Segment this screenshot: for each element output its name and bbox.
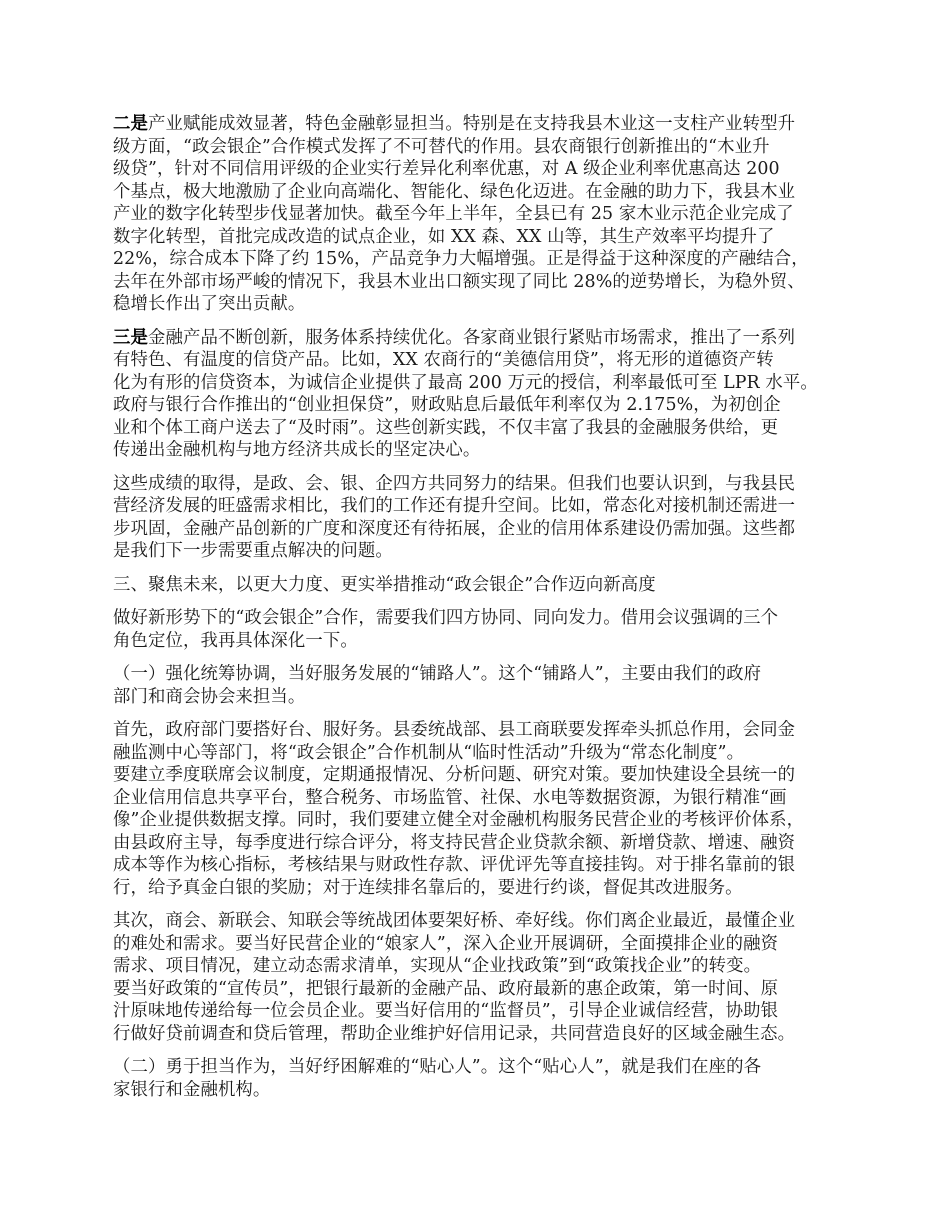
text-line: 要建立季度联席会议制度，定期通报情况、分析问题、研究对策。要加快建设全县统一的 <box>113 765 796 785</box>
text-line: 政府与银行合作推出的“创业担保贷”，财政贴息后最低年利率仅为 2.175%，为初创企 <box>113 395 781 415</box>
text-line <box>113 113 853 136</box>
text-line: 行，给予真金白银的奖励；对于连续排名靠后的，要进行约谈，督促其改进服务。 <box>113 877 743 898</box>
text-line: 有特色、有温度的信贷产品。比如，XX 农商行的“美德信用贷”，将无形的道德资产转 <box>113 350 774 370</box>
text-line: 首先，政府部门要搭好台、服好务。县委统战部、县工商联要发挥牵头抓总作用，会同金 <box>113 720 796 740</box>
text-line: 步巩固，金融产品创新的广度和深度还有待拓展，企业的信用体系建设仍需加强。这些都 <box>113 518 796 539</box>
text-line: 这些成绩的取得，是政、会、银、企四方共同努力的结果。但我们也要认识到，与我县民 <box>113 473 796 494</box>
text-line: 融监测中心等部门，将“政会银企”合作机制从“临时性活动”升级为“常态化制度”。 <box>113 742 745 763</box>
text-line: 由县政府主导，每季度进行综合评分，将支持民营企业贷款余额、新增贷款、增速、融资 <box>113 832 796 853</box>
paragraph-chamber-role <box>113 910 853 1045</box>
paragraph-achievements-summary <box>113 473 853 563</box>
line-text: 产业赋能成效显著，特色金融彰显担当。特别是在支持我县木业这一支柱产业转型升 <box>147 114 796 134</box>
text-line: 业和个体工商户送去了“及时雨”。这些创新实践，不仅丰富了我县的金融服务供给，更 <box>113 417 779 438</box>
text-line: 成本等作为核心指标，考核结果与财政性存款、评优评先等直接挂钩。对于排名靠前的银 <box>113 855 796 875</box>
text-line: 行做好贷前调查和贷后管理，帮助企业维护好信用记录，共同营造良好的区域金融生态。 <box>113 1023 796 1044</box>
document-page <box>113 113 853 1112</box>
section-heading-three <box>113 574 853 597</box>
subsection-one <box>113 663 853 708</box>
paragraph-industry-empowerment <box>113 113 853 316</box>
text-line: 级方面，“政会银企”合作模式发挥了不可替代的作用。县农商银行创新推出的“木业升 <box>113 136 770 157</box>
text-line: 角色定位，我再具体深化一下。 <box>113 630 358 651</box>
text-line: 家银行和金融机构。 <box>113 1079 271 1100</box>
text-line: 营经济发展的旺盛需求相比，我们的工作还有提升空间。比如，常态化对接机制还需进一 <box>113 496 796 516</box>
text-line: 做好新形势下的“政会银企”合作，需要我们四方协同、同向发力。借用会议强调的三个 <box>113 608 779 628</box>
paragraph-product-innovation <box>113 327 853 462</box>
text-line: 去年在外部市场严峻的情况下，我县木业出口额实现了同比 28%的逆势增长，为稳外贸、 <box>113 271 805 292</box>
text-line: 企业信用信息共享平台，整合税务、市场监管、社保、水电等数据资源，为银行精准“画 <box>113 787 787 808</box>
text-line: 汁原味地传递给每一位会员企业。要当好信用的“监督员”，引导企业诚信经营，协助银 <box>113 1001 779 1021</box>
text-line <box>113 327 853 350</box>
heading-text: 三、聚焦未来，以更大力度、更实举措推动“政会银企”合作迈向新高度 <box>113 574 656 595</box>
line-text: 金融产品不断创新，服务体系持续优化。各家商业银行紧贴市场需求，推出了一系列 <box>147 327 796 348</box>
text-line: 像”企业提供数据支撑。同时，我们要建立健全对金融机构服务民营企业的考核评价体系， <box>113 810 805 830</box>
text-line: 级贷”，针对不同信用评级的企业实行差异化利率优惠，对 A 级企业利率优惠高达 200 <box>113 159 780 179</box>
paragraph-government-role <box>113 719 853 899</box>
text-line: 是我们下一步需要重点解决的问题。 <box>113 541 393 561</box>
paragraph-lead: 三是 <box>113 327 148 348</box>
text-line: 产业的数字化转型步伐显著加快。截至今年上半年，全县已有 25 家木业示范企业完成了 <box>113 204 794 224</box>
text-line: 稳增长作出了突出贡献。 <box>113 294 306 314</box>
text-line: 的难处和需求。要当好民营企业的“娘家人”，深入企业开展调研，全面摸排企业的融资 <box>113 933 779 954</box>
text-line: （一）强化统筹协调，当好服务发展的“铺路人”。这个“铺路人”，主要由我们的政府 <box>113 664 762 684</box>
subsection-two <box>113 1056 853 1101</box>
text-line: （二）勇于担当作为，当好纾困解难的“贴心人”。这个“贴心人”，就是我们在座的各 <box>113 1057 762 1077</box>
text-line: 传递出金融机构与地方经济共成长的坚定决心。 <box>113 440 481 460</box>
text-line: 部门和商会协会来担当。 <box>113 686 306 707</box>
text-line: 化为有形的信贷资本，为诚信企业提供了最高 200 万元的授信，利率最低可至 LPR 水平。 <box>113 372 818 393</box>
text-line: 22%，综合成本下降了约 15%，产品竞争力大幅增强。正是得益于这种深度的产融结合， <box>113 249 809 269</box>
text-line: 数字化转型，首批完成改造的试点企业，如 XX 森、XX 山等，其生产效率平均提升了 <box>113 226 775 247</box>
text-line: 需求、项目情况，建立动态需求清单，实现从“企业找政策”到“政策找企业”的转变。 <box>113 956 762 976</box>
paragraph-intro <box>113 607 853 652</box>
text-line: 其次，商会、新联会、知联会等统战团体要架好桥、牵好线。你们离企业最近，最懂企业 <box>113 911 796 931</box>
text-line: 个基点，极大地激励了企业向高端化、智能化、绿色化迈进。在金融的助力下，我县木业 <box>113 181 796 202</box>
text-line: 要当好政策的“宣传员”，把银行最新的金融产品、政府最新的惠企政策，第一时间、原 <box>113 978 779 999</box>
paragraph-lead: 二是 <box>113 114 148 134</box>
